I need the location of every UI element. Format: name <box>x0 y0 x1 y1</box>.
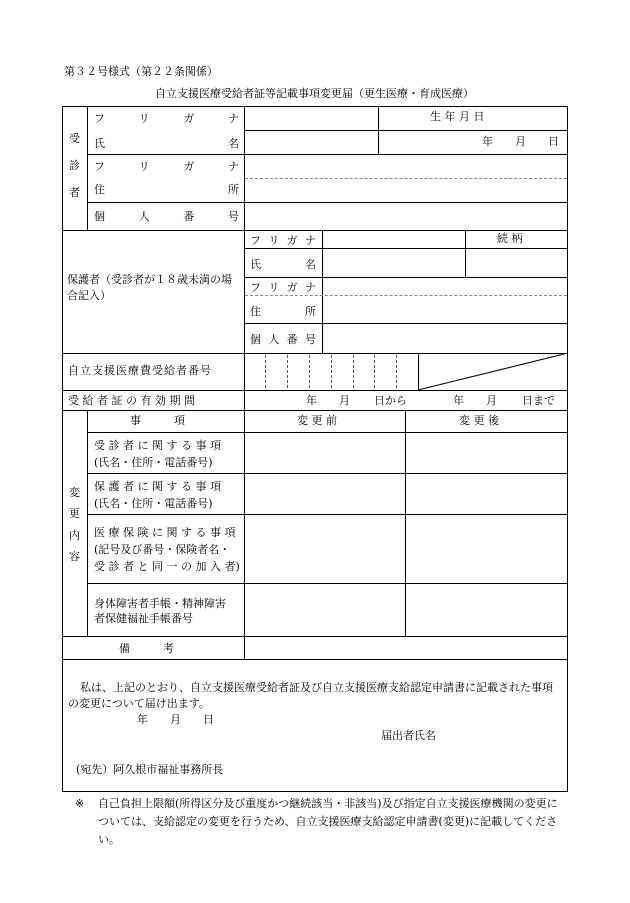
guardian-label: 保護者（受診者が１８歳未満の場合記入） <box>67 273 232 302</box>
validity-from-month: 月 <box>339 394 350 407</box>
change-row-insurance: 医 療 保 険 に 関 す る 事 項 (記号及び番号・保険者名・ 受 診 者 と 同 一 の 加 入 者) <box>94 526 240 573</box>
patient-name-input[interactable] <box>246 131 376 153</box>
applicant-name-label: 届出者氏名 <box>381 729 436 742</box>
diagonal-line <box>418 353 568 390</box>
footnote-line-1: 自己負担上限額(所得区分及び重度かつ継続該当・非該当)及び指定自立支援医療機関の変更に <box>98 797 558 810</box>
patient-address-furigana-input[interactable] <box>246 155 566 177</box>
footnote-line-2: ついては、支給認定の変更を行うため、自立支援医療支給認定申請書(変更)に記載してくださ <box>98 815 558 828</box>
patient-section-label: 受 診 者 <box>69 132 80 199</box>
validity-from-year: 年 <box>306 394 317 407</box>
guardian-address-input[interactable] <box>324 279 567 322</box>
guardian-before-input[interactable] <box>246 475 404 513</box>
validity-to-month: 月 <box>486 394 497 407</box>
insurance-after-input[interactable] <box>407 516 567 582</box>
applicant-name-input[interactable] <box>440 726 560 744</box>
patient-after-input[interactable] <box>407 434 567 472</box>
change-row-guardian: 保 護 者 に 関 す る 事 項 (氏名・住所・電話番号) <box>94 480 221 510</box>
validity-to-year: 年 <box>453 394 464 407</box>
birth-date-field[interactable]: 年 月 日 <box>482 135 559 148</box>
guardian-id-label: 個 人 番 号 <box>250 333 316 346</box>
patient-address-label: 住 所 <box>94 183 239 196</box>
birth-date-label: 生 年 月 日 <box>430 110 485 123</box>
patient-before-input[interactable] <box>246 434 404 472</box>
patient-name-label: 氏 名 <box>94 137 239 150</box>
change-row-patient: 受 診 者 に 関 す る 事 項 (氏名・住所・電話番号) <box>94 439 221 469</box>
form-title: 自立支援医療受給者証等記載事項変更届（更生医療・育成医療） <box>155 87 474 100</box>
declaration-text-1: 私は、上記のとおり、自立支援医療受給者証及び自立支援医療支給認定申請書に記載された事項 <box>80 681 553 694</box>
guardian-address-label: 住 所 <box>250 305 316 318</box>
col-item-header: 事 項 <box>130 414 185 427</box>
patient-furigana-label: フ リ ガ ナ <box>94 112 239 125</box>
footnote-line-3: い。 <box>98 833 120 846</box>
form-number: 第３２号様式（第２２条関係） <box>64 65 218 78</box>
col-after-header: 変 更 後 <box>459 414 499 427</box>
relation-input[interactable] <box>467 250 567 276</box>
change-row-handbook: 身体障害者手帳・精神障害 者保健福祉手帳番号 <box>94 597 226 625</box>
recipient-number-input[interactable] <box>246 355 416 388</box>
validity-from-day: 日から <box>374 394 407 407</box>
guardian-furigana-input[interactable] <box>324 231 464 247</box>
validity-label: 受 給 者 証 の 有 効 期 間 <box>68 394 195 407</box>
guardian-after-input[interactable] <box>407 475 567 513</box>
declaration-text-2: の変更について届け出ます。 <box>68 697 210 710</box>
guardian-id-input[interactable] <box>324 325 567 352</box>
patient-address-furigana-label: フ リ ガ ナ <box>94 160 239 173</box>
patient-id-label: 個 人 番 号 <box>94 210 239 223</box>
insurance-before-input[interactable] <box>246 516 404 582</box>
remarks-label: 備 考 <box>119 642 174 655</box>
validity-to-day: 日まで <box>522 394 555 407</box>
guardian-name-label: 氏 名 <box>250 258 316 271</box>
guardian-name-input[interactable] <box>324 250 464 276</box>
recipient-number-label: 自立支援医療費受給者番号 <box>68 364 212 377</box>
patient-address-input[interactable] <box>246 179 566 201</box>
guardian-address-furigana-label: フ リ ガ ナ <box>250 281 316 294</box>
declaration-date[interactable]: 年 月 日 <box>137 713 214 726</box>
relation-label: 続 柄 <box>497 232 523 245</box>
patient-furigana-input[interactable] <box>246 107 376 129</box>
col-before-header: 変 更 前 <box>297 414 337 427</box>
changes-section-label: 変 更 内 容 <box>69 486 80 563</box>
remarks-input[interactable] <box>246 638 566 659</box>
handbook-after-input[interactable] <box>407 585 567 635</box>
patient-id-input[interactable] <box>246 203 566 229</box>
handbook-before-input[interactable] <box>246 585 404 635</box>
guardian-furigana-label: フ リ ガ ナ <box>250 234 316 247</box>
addressee: (宛先）阿久根市福祉事務所長 <box>76 763 224 776</box>
footnote-mark: ※ <box>75 797 85 810</box>
